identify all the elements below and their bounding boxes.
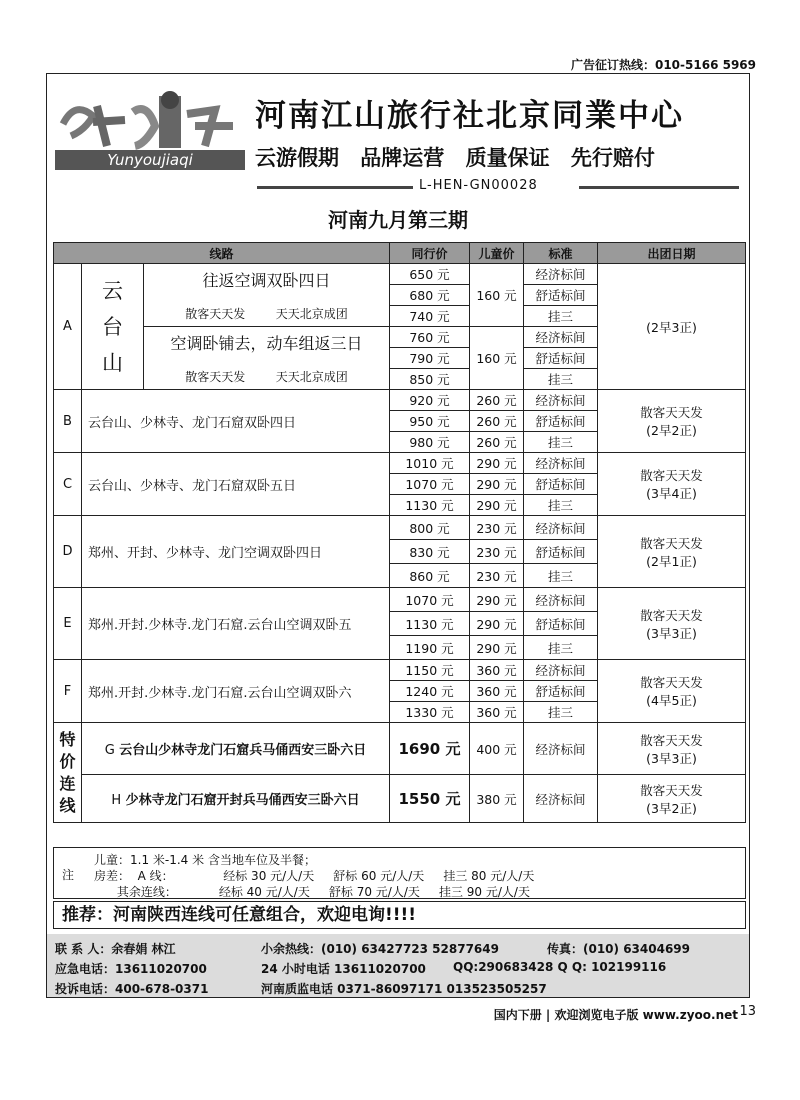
standard-cell: 经济标间 (524, 453, 598, 474)
price-cell: 1010 元 (390, 453, 470, 474)
price-cell: 800 元 (390, 516, 470, 540)
price-cell: 790 元 (390, 348, 470, 369)
route-label: B (54, 390, 82, 453)
route-label: F (54, 660, 82, 723)
header-price: 同行价 (390, 243, 470, 264)
child-price-cell: 160 元 (470, 264, 524, 327)
price-cell: 1130 元 (390, 612, 470, 636)
page-frame (46, 73, 750, 998)
notes (53, 847, 746, 899)
departure-cell: 散客天天发 (2早2正) (598, 390, 746, 453)
standard-cell: 经济标间 (524, 588, 598, 612)
standard-cell: 经济标间 (524, 327, 598, 348)
standard-cell: 挂三 (524, 369, 598, 390)
emergency-phone: 应急电话：13611020700 (55, 962, 207, 976)
brand-logo-icon (55, 86, 245, 178)
child-price-cell: 230 元 (470, 564, 524, 588)
hotline: 小余热线：(010) 63427723 52877649 (261, 942, 499, 956)
price-cell: 1070 元 (390, 474, 470, 495)
header-departure: 出团日期 (598, 243, 746, 264)
notes-line: 儿童：1.1 米-1.4 米 含当地车位及半餐； (94, 853, 316, 867)
standard-cell: 挂三 (524, 432, 598, 453)
price-cell: 1240 元 (390, 681, 470, 702)
route-d: 郑州、开封、少林寺、龙门空调双卧四日 (82, 516, 390, 588)
slogan: 云游假期 品牌运营 质量保证 先行赔付 (255, 146, 655, 170)
route-h: H 少林寺龙门石窟开封兵马俑西安三卧六日 (82, 775, 390, 823)
price-cell: 1150 元 (390, 660, 470, 681)
child-price-cell: 360 元 (470, 702, 524, 723)
ad-hotline: 广告征订热线：010-5166 5969 (570, 58, 756, 72)
standard-cell: 舒适标间 (524, 540, 598, 564)
standard-cell: 挂三 (524, 495, 598, 516)
page-number: 13 (739, 1004, 756, 1019)
child-price-cell: 380 元 (470, 775, 524, 823)
notes-line: 其余连线： 经标 40 元/人/天 舒标 70 元/人/天 挂三 90 元/人/天 (94, 885, 530, 899)
header-standard: 标准 (524, 243, 598, 264)
standard-cell: 经济标间 (524, 775, 598, 823)
price-cell: 1190 元 (390, 636, 470, 660)
route-label: C (54, 453, 82, 516)
standard-cell: 挂三 (524, 636, 598, 660)
departure-cell: 散客天天发 (3早4正) (598, 453, 746, 516)
special-label: 特 价 连 线 (54, 723, 82, 823)
departure-cell: 散客天天发 (3早3正) (598, 723, 746, 775)
departure-cell: 散客天天发 (3早3正) (598, 588, 746, 660)
route-a2: 空调卧铺去，动车组返三日 散客天天发 天天北京成团 (144, 327, 390, 390)
price-cell: 1330 元 (390, 702, 470, 723)
child-price-cell: 290 元 (470, 636, 524, 660)
standard-cell: 挂三 (524, 702, 598, 723)
route-label: E (54, 588, 82, 660)
child-price-cell: 360 元 (470, 660, 524, 681)
departure-cell: (2早3正) (598, 264, 746, 390)
standard-cell: 经济标间 (524, 390, 598, 411)
price-cell: 830 元 (390, 540, 470, 564)
divider (257, 186, 413, 189)
svg-text:Yunyoujiaqi: Yunyoujiaqi (107, 151, 193, 169)
route-label: D (54, 516, 82, 588)
fax: 传真：(010) 63404699 (547, 942, 690, 956)
company-name: 河南江山旅行社北京同業中心 (255, 98, 684, 134)
standard-cell: 挂三 (524, 564, 598, 588)
header-child-price: 儿童价 (470, 243, 524, 264)
standard-cell: 舒适标间 (524, 285, 598, 306)
route-g: G 云台山少林寺龙门石窟兵马俑西安三卧六日 (82, 723, 390, 775)
price-table (53, 242, 746, 823)
price-cell: 860 元 (390, 564, 470, 588)
price-cell: 850 元 (390, 369, 470, 390)
contact-block (47, 934, 749, 997)
child-price-cell: 230 元 (470, 516, 524, 540)
standard-cell: 挂三 (524, 306, 598, 327)
notes-line: 房差： A 线： 经标 30 元/人/天 舒标 60 元/人/天 挂三 80 元/人/天 (94, 869, 535, 883)
recommendation: 推荐：河南陕西连线可任意组合，欢迎电询!!!! (53, 901, 746, 929)
standard-cell: 舒适标间 (524, 411, 598, 432)
price-cell: 980 元 (390, 432, 470, 453)
standard-cell: 经济标间 (524, 723, 598, 775)
standard-cell: 舒适标间 (524, 612, 598, 636)
standard-cell: 舒适标间 (524, 681, 598, 702)
price-cell: 1550 元 (390, 775, 470, 823)
divider (579, 186, 739, 189)
route-label: A (54, 264, 82, 390)
price-cell: 680 元 (390, 285, 470, 306)
departure-cell: 散客天天发 (3早2正) (598, 775, 746, 823)
complaint-phone: 投诉电话：400-678-0371 (55, 982, 209, 996)
price-cell: 760 元 (390, 327, 470, 348)
phone-24h: 24 小时电话 13611020700 (261, 962, 426, 976)
license-number: L-HEN-GN00028 (419, 178, 538, 193)
destination-yuntaishan: 云台山 (82, 264, 144, 390)
quality-phone: 河南质监电话 0371-86097171 013523505257 (261, 982, 547, 996)
header-route: 线路 (54, 243, 390, 264)
child-price-cell: 290 元 (470, 453, 524, 474)
departure-cell: 散客天天发 (4早5正) (598, 660, 746, 723)
route-b: 云台山、少林寺、龙门石窟双卧四日 (82, 390, 390, 453)
price-cell: 1130 元 (390, 495, 470, 516)
child-price-cell: 290 元 (470, 474, 524, 495)
price-cell: 1690 元 (390, 723, 470, 775)
price-cell: 950 元 (390, 411, 470, 432)
contact-person: 联 系 人：余春娟 林江 (55, 942, 176, 956)
standard-cell: 经济标间 (524, 660, 598, 681)
standard-cell: 经济标间 (524, 516, 598, 540)
child-price-cell: 360 元 (470, 681, 524, 702)
header (47, 74, 749, 199)
standard-cell: 舒适标间 (524, 348, 598, 369)
child-price-cell: 260 元 (470, 390, 524, 411)
price-cell: 1070 元 (390, 588, 470, 612)
route-a1: 往返空调双卧四日 散客天天发 天天北京成团 (144, 264, 390, 327)
price-cell: 920 元 (390, 390, 470, 411)
child-price-cell: 160 元 (470, 327, 524, 390)
child-price-cell: 290 元 (470, 588, 524, 612)
child-price-cell: 260 元 (470, 432, 524, 453)
standard-cell: 舒适标间 (524, 474, 598, 495)
price-cell: 650 元 (390, 264, 470, 285)
standard-cell: 经济标间 (524, 264, 598, 285)
route-c: 云台山、少林寺、龙门石窟双卧五日 (82, 453, 390, 516)
child-price-cell: 400 元 (470, 723, 524, 775)
footer-text: 国内下册 | 欢迎浏览电子版 www.zyoo.net (493, 1008, 738, 1022)
child-price-cell: 230 元 (470, 540, 524, 564)
child-price-cell: 290 元 (470, 612, 524, 636)
child-price-cell: 290 元 (470, 495, 524, 516)
price-cell: 740 元 (390, 306, 470, 327)
departure-cell: 散客天天发 (2早1正) (598, 516, 746, 588)
issue-title: 河南九月第三期 (328, 208, 468, 232)
route-f: 郑州.开封.少林寺.龙门石窟.云台山空调双卧六 (82, 660, 390, 723)
qq-numbers: QQ:290683428 Q Q: 102199116 (453, 960, 667, 974)
route-e: 郑州.开封.少林寺.龙门石窟.云台山空调双卧五 (82, 588, 390, 660)
notes-label: 注 (62, 868, 75, 882)
child-price-cell: 260 元 (470, 411, 524, 432)
